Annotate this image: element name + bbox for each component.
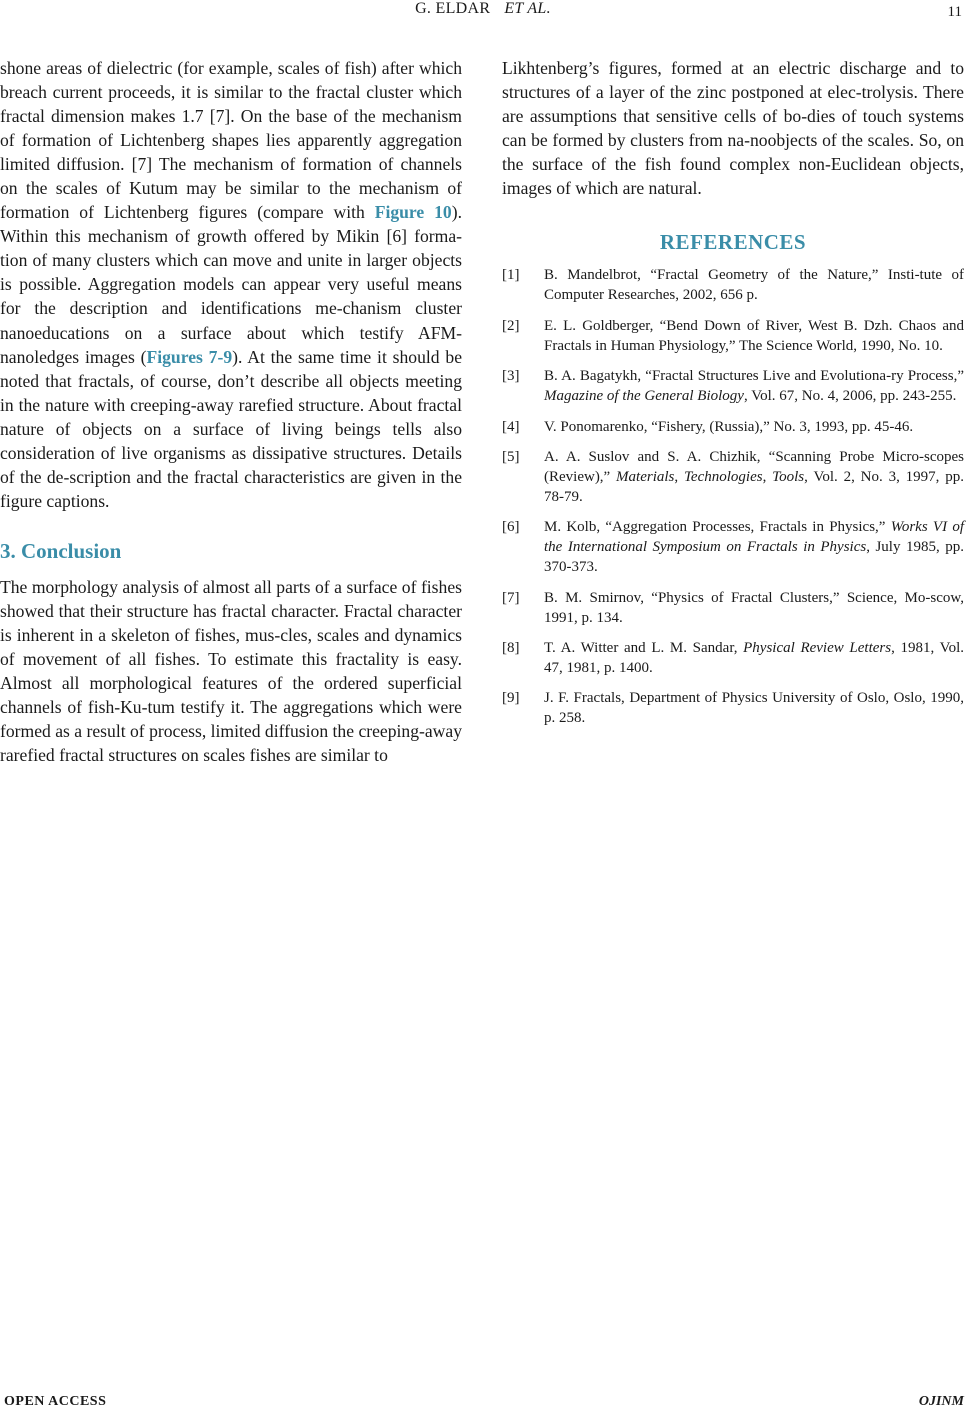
conclusion-heading: 3. Conclusion xyxy=(0,538,122,563)
reference-text: , xyxy=(674,468,684,485)
figures-7-9-link[interactable]: Figures 7-9 xyxy=(146,346,233,367)
reference-text: J. F. Fractals, Department of Physics University of Oslo, Oslo, 1990, p. 258. xyxy=(544,690,964,727)
reference-number: [5] xyxy=(502,448,520,465)
right-column xyxy=(502,56,964,739)
running-head-author: G. ELDAR xyxy=(415,0,491,17)
figure-10-link[interactable]: Figure 10 xyxy=(374,202,452,223)
reference-number: [7] xyxy=(502,589,520,606)
continuation-paragraph: Likhtenberg’s figures, formed at an electric discharge and to structures of a layer of the zinc postponed at elec-trolysis. There are assumptions that sensitive cells of bo-dies of touch systems can be formed by clusters from na-noobjects of the scales. So, on the surface of the fish found complex non-Euclidean objects, images of which are natural. xyxy=(502,58,964,199)
reference-item xyxy=(502,588,964,628)
reference-item xyxy=(502,688,964,728)
reference-journal: Materials xyxy=(616,468,675,485)
reference-number: [2] xyxy=(502,317,520,334)
reference-text: E. L. Goldberger, “Bend Down of River, West B. Dzh. Chaos and Fractals in Human Physiology,” The Science World, 1990, No. 10. xyxy=(544,317,964,354)
references-heading: REFERENCES xyxy=(659,230,807,255)
body-text: ). Within this mechanism of growth offered by Mikin [6] forma-tion of many clusters which can move and unite in larger objects is possible. Aggregation models can appear very useful means for the description and identifications me-chanism cluster nanoeducations on a surface about which testify AFM-nanoledges images ( xyxy=(0,202,462,367)
reference-number: [4] xyxy=(502,418,520,435)
reference-list xyxy=(502,265,964,728)
body-paragraph xyxy=(0,56,462,513)
reference-text: B. Mandelbrot, “Fractal Geometry of the Nature,” Insti-tute of Computer Researches, 2002, 656 p. xyxy=(544,267,964,304)
reference-text: M. Kolb, “Aggregation Processes, Fractals in Physics,” xyxy=(544,519,891,536)
left-column xyxy=(0,56,462,767)
reference-number: [8] xyxy=(502,640,520,657)
reference-item xyxy=(502,517,964,577)
reference-item xyxy=(502,366,964,406)
page-number: 11 xyxy=(947,4,962,20)
reference-journal: Magazine of the General Biology xyxy=(544,388,744,405)
running-head-authors xyxy=(0,0,966,18)
reference-item xyxy=(502,417,964,437)
reference-text: , Vol. 2, No. 3, 1997, pp. 78-79. xyxy=(544,468,964,505)
conclusion-paragraph: The morphology analysis of almost all parts of a surface of fishes showed that their structure has fractal character. Fractal character is inherent in a skeleton of fishes, mus-cles, scales and dynamics of movement of all fishes. To estimate this fractality is easy. Almost all morphological features of the ordered superficial channels of fish-Ku-tum testify it. The aggregations which were formed as a result of process, limited diffusion the creeping-away rarefied fractal structures on scales fishes are similar to xyxy=(0,576,462,766)
body-text: shone areas of dielectric (for example, scales of fish) after which breach current proceeds, it is similar to the fractal cluster which fractal dimension makes 1.7 [7]. On the base of the mechanism of formation of Lichtenberg shapes lies apparently aggregation limited diffusion. [7] The mechanism of formation of channels on the scales of Kutum may be similar to the mechanism of formation of Lichtenberg figures (compare with xyxy=(0,58,462,223)
reference-number: [3] xyxy=(502,368,520,385)
reference-text: B. A. Bagatykh, “Fractal Structures Live and Evolutiona-ry Process,” xyxy=(544,368,964,385)
reference-item xyxy=(502,265,964,305)
reference-number: [1] xyxy=(502,267,520,284)
reference-item xyxy=(502,316,964,356)
reference-text: B. M. Smirnov, “Physics of Fractal Clusters,” Science, Mo-scow, 1991, p. 134. xyxy=(544,589,964,626)
reference-text: , 1981, Vol. 47, 1981, p. 1400. xyxy=(544,640,964,677)
reference-journal: Technologies xyxy=(683,468,763,485)
reference-text: , xyxy=(762,468,773,485)
running-head xyxy=(0,0,966,24)
reference-journal: Physical Review Letters xyxy=(743,640,892,657)
page-footer xyxy=(0,1394,966,1414)
reference-text: A. A. Suslov and S. A. Chizhik, “Scanning Probe Micro-scopes (Review),” xyxy=(544,448,964,485)
reference-number: [6] xyxy=(502,519,520,536)
open-access-label: OPEN ACCESS xyxy=(4,1394,107,1409)
running-head-etal: ET AL. xyxy=(504,0,551,17)
reference-item xyxy=(502,638,964,678)
reference-number: [9] xyxy=(502,690,520,707)
reference-item xyxy=(502,447,964,507)
reference-text: V. Ponomarenko, “Fishery, (Russia),” No. 3, 1993, pp. 45-46. xyxy=(544,418,914,435)
reference-text: , July 1985, pp. 370-373. xyxy=(544,539,964,576)
journal-name: OJINM xyxy=(918,1394,964,1409)
body-text: ). At the same time it should be noted that fractals, of course, don’t describe all objects meeting in the nature with creeping-away rarefied structure. About fractal nature of objects on a surface of living beings tells also consideration of live organisms as dissipative structures. Details of the de-scription and the fractal characteristics are given in the figure captions. xyxy=(0,346,463,511)
reference-text: , Vol. 67, No. 4, 2006, pp. 243-255. xyxy=(743,388,957,405)
reference-journal: Tools xyxy=(772,468,805,485)
reference-journal: Works VI of the International Symposium on Fractals in Physics xyxy=(544,519,964,556)
reference-text: T. A. Witter and L. M. Sandar, xyxy=(544,640,744,657)
